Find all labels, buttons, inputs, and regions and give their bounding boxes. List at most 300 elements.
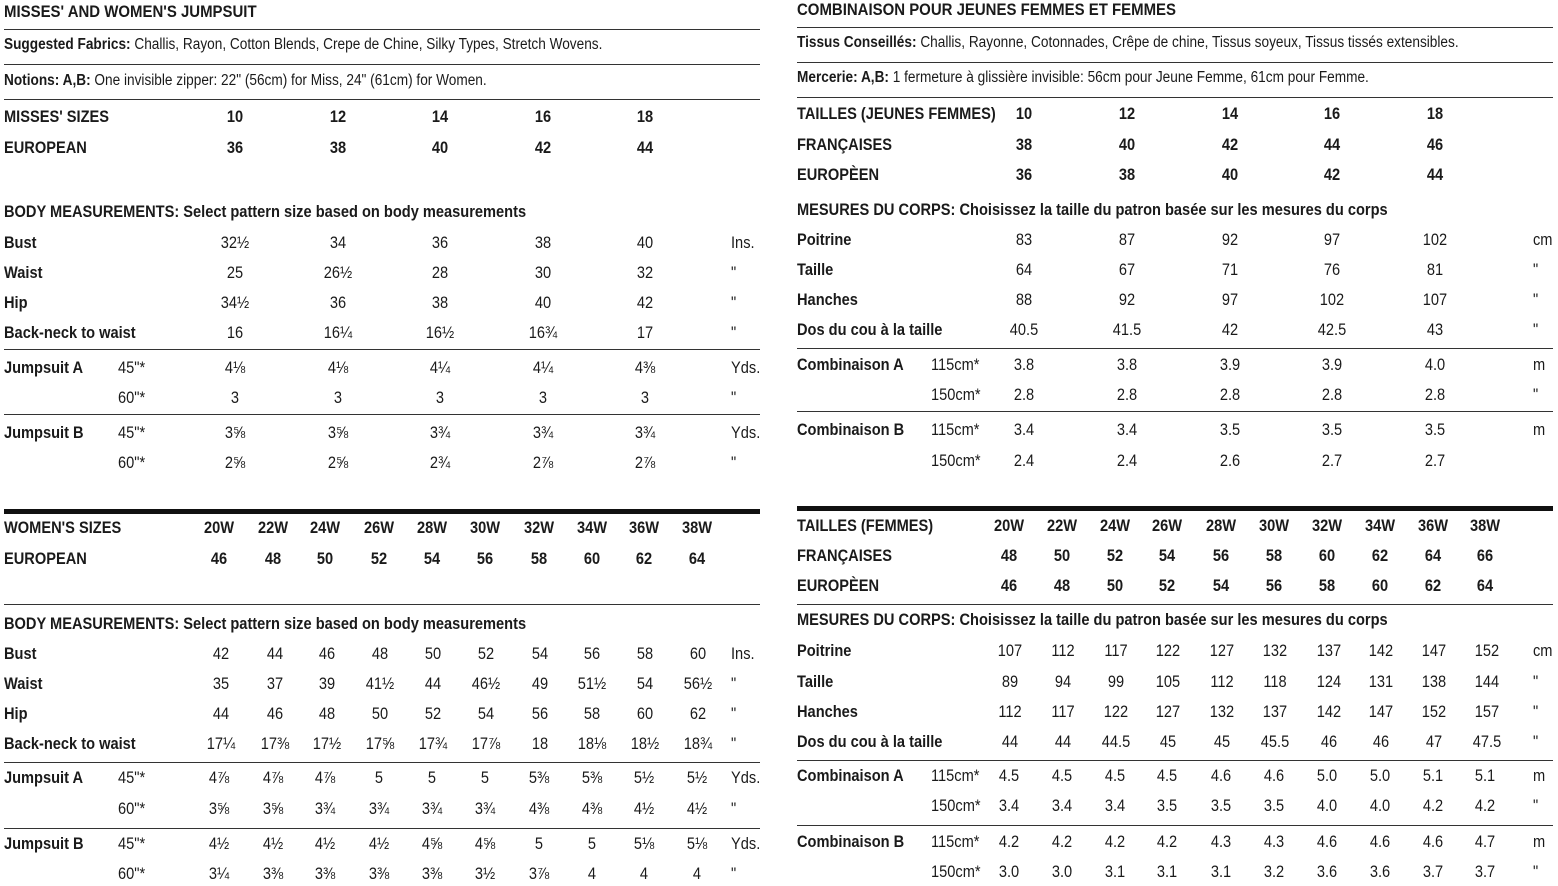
yardage-value: 4.2 [1156, 832, 1178, 851]
measurement-value: 112 [1210, 672, 1234, 691]
measurement-unit: " [731, 734, 737, 753]
yardage-value: 3.1 [1104, 862, 1126, 881]
yardage-value: 4⅜ [581, 799, 603, 818]
yardage-value: 4¼ [429, 358, 451, 377]
measurement-value: 45.5 [1260, 732, 1290, 751]
size-value: 14 [431, 107, 449, 126]
size-value: 50 [1106, 576, 1124, 595]
measurement-value: 46½ [471, 674, 501, 693]
yardage-value: 5½ [633, 768, 655, 787]
size-value: 54 [1158, 546, 1176, 565]
yardage-value: 5⅜ [581, 768, 603, 787]
row-divider [4, 99, 760, 100]
yardage-value: 3.5 [1321, 420, 1343, 439]
measurement-value: 32½ [220, 233, 250, 252]
yardage-view-label: Jumpsuit A [4, 358, 84, 377]
measurement-label: Dos du cou à la taille [797, 732, 943, 751]
fabric-width: 60"* [118, 864, 146, 883]
measurement-unit: " [731, 323, 737, 342]
measurement-value: 142 [1316, 702, 1342, 721]
yardage-value: 4.2 [1104, 832, 1126, 851]
yardage-value: 4½ [368, 834, 390, 853]
yardage-view-label: Combinaison B [797, 420, 905, 439]
size-value: 40 [1221, 165, 1239, 184]
yardage-value: 3.7 [1474, 862, 1496, 881]
size-value: 28W [1205, 516, 1237, 535]
measurement-value: 18 [531, 734, 549, 753]
measurement-label: Hanches [797, 702, 858, 721]
yardage-value: 3.6 [1316, 862, 1338, 881]
measurement-value: 97 [1221, 290, 1239, 309]
size-value: 62 [1424, 576, 1442, 595]
size-value: 44 [636, 138, 654, 157]
yardage-value: 3.5 [1156, 796, 1178, 815]
measurement-value: 131 [1368, 672, 1394, 691]
size-value: 22W [1046, 516, 1078, 535]
measurement-value: 87 [1118, 230, 1136, 249]
row-divider [4, 349, 760, 350]
measurement-value: 50 [424, 644, 442, 663]
measurement-value: 144 [1474, 672, 1500, 691]
yardage-value: 4½ [633, 799, 655, 818]
size-value: 56 [1212, 546, 1230, 565]
yardage-value: 3.8 [1013, 355, 1035, 374]
yardage-value: 4½ [686, 799, 708, 818]
yardage-value: 2⅝ [327, 453, 349, 472]
measurement-value: 46 [318, 644, 336, 663]
measurement-value: 28 [431, 263, 449, 282]
measurement-value: 102 [1319, 290, 1345, 309]
measurement-value: 127 [1209, 641, 1235, 660]
yardage-value: 2¾ [429, 453, 451, 472]
fabric-width: 150cm* [931, 862, 981, 881]
measurement-label: Bust [4, 233, 37, 252]
yardage-value: 4.6 [1369, 832, 1391, 851]
size-row-label: TAILLES (FEMMES) [797, 516, 934, 535]
yardage-value: 3¾ [474, 799, 496, 818]
row-divider [797, 760, 1553, 761]
measurement-value: 92 [1221, 230, 1239, 249]
measurement-value: 35 [212, 674, 230, 693]
suggested-fabrics [797, 35, 1459, 51]
measurement-value: 99 [1107, 672, 1125, 691]
measurement-value: 40.5 [1009, 320, 1039, 339]
size-row-label: EUROPÈEN [797, 165, 880, 184]
measurement-value: 132 [1209, 702, 1235, 721]
yardage-value: 3⅜ [421, 864, 443, 883]
measurement-label: Taille [797, 672, 834, 691]
measurement-value: 17⅞ [471, 734, 501, 753]
yardage-value: 4 [692, 864, 702, 883]
yardage-value: 4.2 [1051, 832, 1073, 851]
row-divider [797, 604, 1553, 605]
yardage-value: 3 [640, 388, 650, 407]
yardage-value: 5 [374, 768, 384, 787]
measurement-value: 34½ [220, 293, 250, 312]
measurement-value: 48 [318, 704, 336, 723]
size-value: 64 [688, 549, 706, 568]
measurement-unit: cm [1533, 230, 1553, 249]
measurement-value: 92 [1118, 290, 1136, 309]
size-value: 22W [257, 518, 289, 537]
measurement-value: 54 [477, 704, 495, 723]
size-row-label: TAILLES (JEUNES FEMMES) [797, 104, 996, 123]
measurement-label: Waist [4, 263, 43, 282]
size-value: 34W [1364, 516, 1396, 535]
yardage-value: 2.7 [1424, 451, 1446, 470]
yardage-value: 4 [587, 864, 597, 883]
yardage-unit: Yds. [731, 834, 761, 853]
row-divider [797, 411, 1553, 412]
size-value: 54 [1212, 576, 1230, 595]
size-value: 38W [681, 518, 713, 537]
size-value: 18 [636, 107, 654, 126]
measurement-value: 97 [1323, 230, 1341, 249]
measurement-value: 122 [1155, 641, 1181, 660]
size-value: 28W [416, 518, 448, 537]
measurement-value: 18½ [630, 734, 660, 753]
size-value: 10 [1015, 104, 1033, 123]
yardage-unit: " [731, 799, 737, 818]
yardage-unit: " [731, 388, 737, 407]
measurement-value: 36 [431, 233, 449, 252]
yardage-value: 3.5 [1219, 420, 1241, 439]
yardage-unit: m [1533, 355, 1546, 374]
size-value: 38W [1469, 516, 1501, 535]
yardage-unit: " [731, 864, 737, 883]
measurement-value: 42.5 [1317, 320, 1347, 339]
yardage-value: 3.9 [1321, 355, 1343, 374]
size-value: 24W [309, 518, 341, 537]
measurement-unit: " [731, 263, 737, 282]
measurement-unit: " [1533, 672, 1539, 691]
yardage-value: 5.1 [1422, 766, 1444, 785]
measurement-unit: " [1533, 732, 1539, 751]
measurement-value: 30 [534, 263, 552, 282]
measurement-unit: " [731, 674, 737, 693]
notions [4, 73, 487, 89]
yardage-unit: " [731, 453, 737, 472]
measurement-value: 152 [1474, 641, 1500, 660]
yardage-value: 5 [534, 834, 544, 853]
yardage-value: 4.0 [1424, 355, 1446, 374]
size-value: 32W [1311, 516, 1343, 535]
size-value: 44 [1426, 165, 1444, 184]
yardage-value: 3.5 [1210, 796, 1232, 815]
measurement-value: 17¼ [206, 734, 236, 753]
size-value: 54 [423, 549, 441, 568]
yardage-value: 4½ [262, 834, 284, 853]
notions-text: 1 fermeture à glissière invisible: 56cm pour Jeune Femme, 61cm pour Femme. [888, 69, 1369, 86]
measurement-value: 47.5 [1472, 732, 1502, 751]
pattern-title: COMBINAISON POUR JEUNES FEMMES ET FEMMES [797, 0, 1177, 19]
measurement-value: 36 [329, 293, 347, 312]
yardage-value: 4½ [314, 834, 336, 853]
measurement-value: 60 [689, 644, 707, 663]
size-value: 64 [1424, 546, 1442, 565]
section-divider-thick [4, 509, 760, 514]
yardage-value: 4.7 [1474, 832, 1496, 851]
yardage-value: 3.8 [1116, 355, 1138, 374]
fabric-width: 150cm* [931, 796, 981, 815]
measurement-value: 44 [1054, 732, 1072, 751]
yardage-value: 5⅛ [633, 834, 655, 853]
fabric-width: 60"* [118, 453, 146, 472]
measurement-value: 138 [1421, 672, 1447, 691]
measurement-label: Back-neck to waist [4, 734, 136, 753]
measurement-value: 56 [583, 644, 601, 663]
yardage-value: 4.6 [1422, 832, 1444, 851]
yardage-value: 3¾ [421, 799, 443, 818]
measurement-value: 45 [1159, 732, 1177, 751]
size-value: 56 [476, 549, 494, 568]
measurement-value: 62 [689, 704, 707, 723]
yardage-value: 2.8 [1116, 385, 1138, 404]
fabric-width: 45"* [118, 768, 146, 787]
yardage-value: 3⅝ [327, 423, 349, 442]
yardage-value: 3.5 [1424, 420, 1446, 439]
suggested-fabrics [4, 37, 602, 53]
measurement-value: 18¾ [683, 734, 713, 753]
yardage-value: 5.1 [1474, 766, 1496, 785]
measurement-value: 46 [1372, 732, 1390, 751]
measurement-unit: " [1533, 702, 1539, 721]
yardage-unit: m [1533, 420, 1546, 439]
yardage-value: 3.4 [1116, 420, 1138, 439]
yardage-value: 3½ [474, 864, 496, 883]
fabric-width: 45"* [118, 834, 146, 853]
measurement-unit: " [731, 293, 737, 312]
yardage-value: 3 [538, 388, 548, 407]
measurement-value: 147 [1368, 702, 1394, 721]
yardage-value: 3.1 [1156, 862, 1178, 881]
size-value: 42 [1221, 135, 1239, 154]
size-value: 40 [1118, 135, 1136, 154]
yardage-view-label: Jumpsuit A [4, 768, 84, 787]
size-value: 10 [226, 107, 244, 126]
yardage-value: 3⅜ [368, 864, 390, 883]
measurement-value: 71 [1221, 260, 1239, 279]
fabric-width: 60"* [118, 799, 146, 818]
pattern-title: MISSES' AND WOMEN'S JUMPSUIT [4, 2, 257, 21]
measurement-value: 127 [1155, 702, 1181, 721]
size-value: 38 [329, 138, 347, 157]
yardage-value: 4¼ [532, 358, 554, 377]
yardage-value: 3¾ [314, 799, 336, 818]
measurement-value: 147 [1421, 641, 1447, 660]
yardage-value: 2.4 [1013, 451, 1035, 470]
yardage-value: 2.8 [1219, 385, 1241, 404]
yardage-value: 4.0 [1369, 796, 1391, 815]
measurement-value: 25 [226, 263, 244, 282]
measurement-value: 137 [1316, 641, 1342, 660]
size-value: 16 [1323, 104, 1341, 123]
yardage-value: 2.8 [1424, 385, 1446, 404]
yardage-value: 5 [480, 768, 490, 787]
measurement-value: 17 [636, 323, 654, 342]
yardage-value: 3¾ [429, 423, 451, 442]
measurement-value: 157 [1474, 702, 1500, 721]
yardage-value: 2⅝ [224, 453, 246, 472]
size-value: 58 [530, 549, 548, 568]
size-value: 32W [523, 518, 555, 537]
measurement-value: 81 [1426, 260, 1444, 279]
size-value: 48 [264, 549, 282, 568]
measurement-value: 45 [1213, 732, 1231, 751]
size-value: 42 [1323, 165, 1341, 184]
fabric-width: 115cm* [931, 355, 980, 374]
size-value: 48 [1053, 576, 1071, 595]
size-row-label: FRANÇAISES [797, 135, 893, 154]
row-divider [4, 414, 760, 415]
size-row-label: EUROPÈEN [797, 576, 880, 595]
measurement-value: 26½ [323, 263, 353, 282]
size-row-label: EUROPEAN [4, 549, 87, 568]
measurement-value: 112 [1051, 641, 1075, 660]
measurement-value: 38 [431, 293, 449, 312]
measurement-value: 124 [1316, 672, 1342, 691]
yardage-view-label: Combinaison A [797, 766, 904, 785]
yardage-value: 2⅞ [532, 453, 554, 472]
yardage-view-label: Jumpsuit B [4, 423, 84, 442]
row-divider [797, 825, 1553, 826]
row-divider [4, 604, 760, 605]
yardage-unit: " [1533, 796, 1539, 815]
measurement-value: 17⅜ [260, 734, 290, 753]
measurement-unit: Ins. [731, 644, 755, 663]
yardage-value: 3¾ [532, 423, 554, 442]
measurement-value: 102 [1422, 230, 1448, 249]
measurement-value: 50 [371, 704, 389, 723]
notions-label: Mercerie: A,B: [797, 69, 889, 86]
measurement-value: 46 [266, 704, 284, 723]
measurement-value: 117 [1051, 702, 1075, 721]
body-measurements-heading: BODY MEASUREMENTS: Select pattern size based on body measurements [4, 614, 527, 633]
measurement-unit: " [731, 704, 737, 723]
size-value: 60 [583, 549, 601, 568]
size-value: 12 [1118, 104, 1136, 123]
size-value: 40 [431, 138, 449, 157]
body-measurements-heading: MESURES DU CORPS: Choisissez la taille du patron basée sur les mesures du corps [797, 610, 1388, 629]
measurement-unit: " [1533, 290, 1539, 309]
measurement-value: 17¾ [418, 734, 448, 753]
measurement-label: Poitrine [797, 230, 852, 249]
measurement-value: 17⅝ [365, 734, 395, 753]
yardage-value: 4.5 [998, 766, 1020, 785]
yardage-view-label: Jumpsuit B [4, 834, 84, 853]
yardage-value: 3¾ [634, 423, 656, 442]
measurement-unit: " [1533, 260, 1539, 279]
size-value: 46 [1000, 576, 1018, 595]
size-value: 36W [1417, 516, 1449, 535]
size-value: 14 [1221, 104, 1239, 123]
yardage-value: 3.0 [1051, 862, 1073, 881]
size-value: 20W [203, 518, 235, 537]
measurement-value: 54 [636, 674, 654, 693]
size-value: 46 [210, 549, 228, 568]
yardage-value: 3⅜ [262, 864, 284, 883]
yardage-value: 4.6 [1263, 766, 1285, 785]
size-value: 24W [1099, 516, 1131, 535]
measurement-value: 137 [1262, 702, 1288, 721]
size-row-label: WOMEN'S SIZES [4, 518, 122, 537]
measurement-value: 54 [531, 644, 549, 663]
measurement-value: 16½ [425, 323, 455, 342]
size-value: 38 [1015, 135, 1033, 154]
measurement-value: 37 [266, 674, 284, 693]
size-value: 26W [363, 518, 395, 537]
measurement-value: 105 [1155, 672, 1181, 691]
size-value: 64 [1476, 576, 1494, 595]
yardage-value: 3⅝ [224, 423, 246, 442]
yardage-value: 4⅜ [634, 358, 656, 377]
yardage-value: 4.6 [1316, 832, 1338, 851]
yardage-value: 4.2 [998, 832, 1020, 851]
measurement-value: 58 [583, 704, 601, 723]
size-value: 56 [1265, 576, 1283, 595]
body-measurements-heading: BODY MEASUREMENTS: Select pattern size based on body measurements [4, 202, 527, 221]
yardage-unit: " [1533, 862, 1539, 881]
row-divider [4, 64, 760, 65]
fabric-width: 115cm* [931, 766, 980, 785]
size-value: 36 [226, 138, 244, 157]
measurement-value: 122 [1103, 702, 1129, 721]
yardage-value: 3.4 [1013, 420, 1035, 439]
size-value: 46 [1426, 135, 1444, 154]
row-divider [4, 828, 760, 829]
notions-text: One invisible zipper: 22" (56cm) for Miss, 24" (61cm) for Women. [90, 72, 487, 89]
measurement-value: 41½ [365, 674, 395, 693]
yardage-value: 4 [639, 864, 649, 883]
measurement-value: 18⅛ [577, 734, 607, 753]
measurement-label: Taille [797, 260, 834, 279]
measurement-value: 39 [318, 674, 336, 693]
measurement-value: 107 [1422, 290, 1448, 309]
size-value: 36W [628, 518, 660, 537]
yardage-value: 3⅝ [208, 799, 230, 818]
yardage-value: 4.5 [1104, 766, 1126, 785]
row-divider [4, 762, 760, 763]
size-value: 42 [534, 138, 552, 157]
size-value: 52 [370, 549, 388, 568]
size-value: 18 [1426, 104, 1444, 123]
yardage-value: 3¼ [208, 864, 230, 883]
fabrics-text: Challis, Rayonne, Cotonnades, Crêpe de chine, Tissus soyeux, Tissus tissés extensibles. [916, 34, 1459, 51]
measurement-unit: Ins. [731, 233, 755, 252]
measurement-value: 38 [534, 233, 552, 252]
measurement-label: Waist [4, 674, 43, 693]
measurement-value: 52 [424, 704, 442, 723]
measurement-label: Dos du cou à la taille [797, 320, 943, 339]
measurement-value: 44.5 [1101, 732, 1131, 751]
measurement-value: 16 [226, 323, 244, 342]
yardage-value: 5⅜ [528, 768, 550, 787]
yardage-value: 3.5 [1263, 796, 1285, 815]
measurement-label: Poitrine [797, 641, 852, 660]
fabrics-label: Tissus Conseillés: [797, 34, 917, 51]
size-value: 60 [1318, 546, 1336, 565]
size-value: 20W [993, 516, 1025, 535]
yardage-value: 4½ [208, 834, 230, 853]
measurement-value: 88 [1015, 290, 1033, 309]
measurement-value: 46 [1320, 732, 1338, 751]
measurement-value: 52 [477, 644, 495, 663]
measurement-value: 43 [1426, 320, 1444, 339]
yardage-value: 3 [333, 388, 343, 407]
measurement-value: 56 [531, 704, 549, 723]
measurement-value: 44 [1001, 732, 1019, 751]
measurement-value: 132 [1262, 641, 1288, 660]
